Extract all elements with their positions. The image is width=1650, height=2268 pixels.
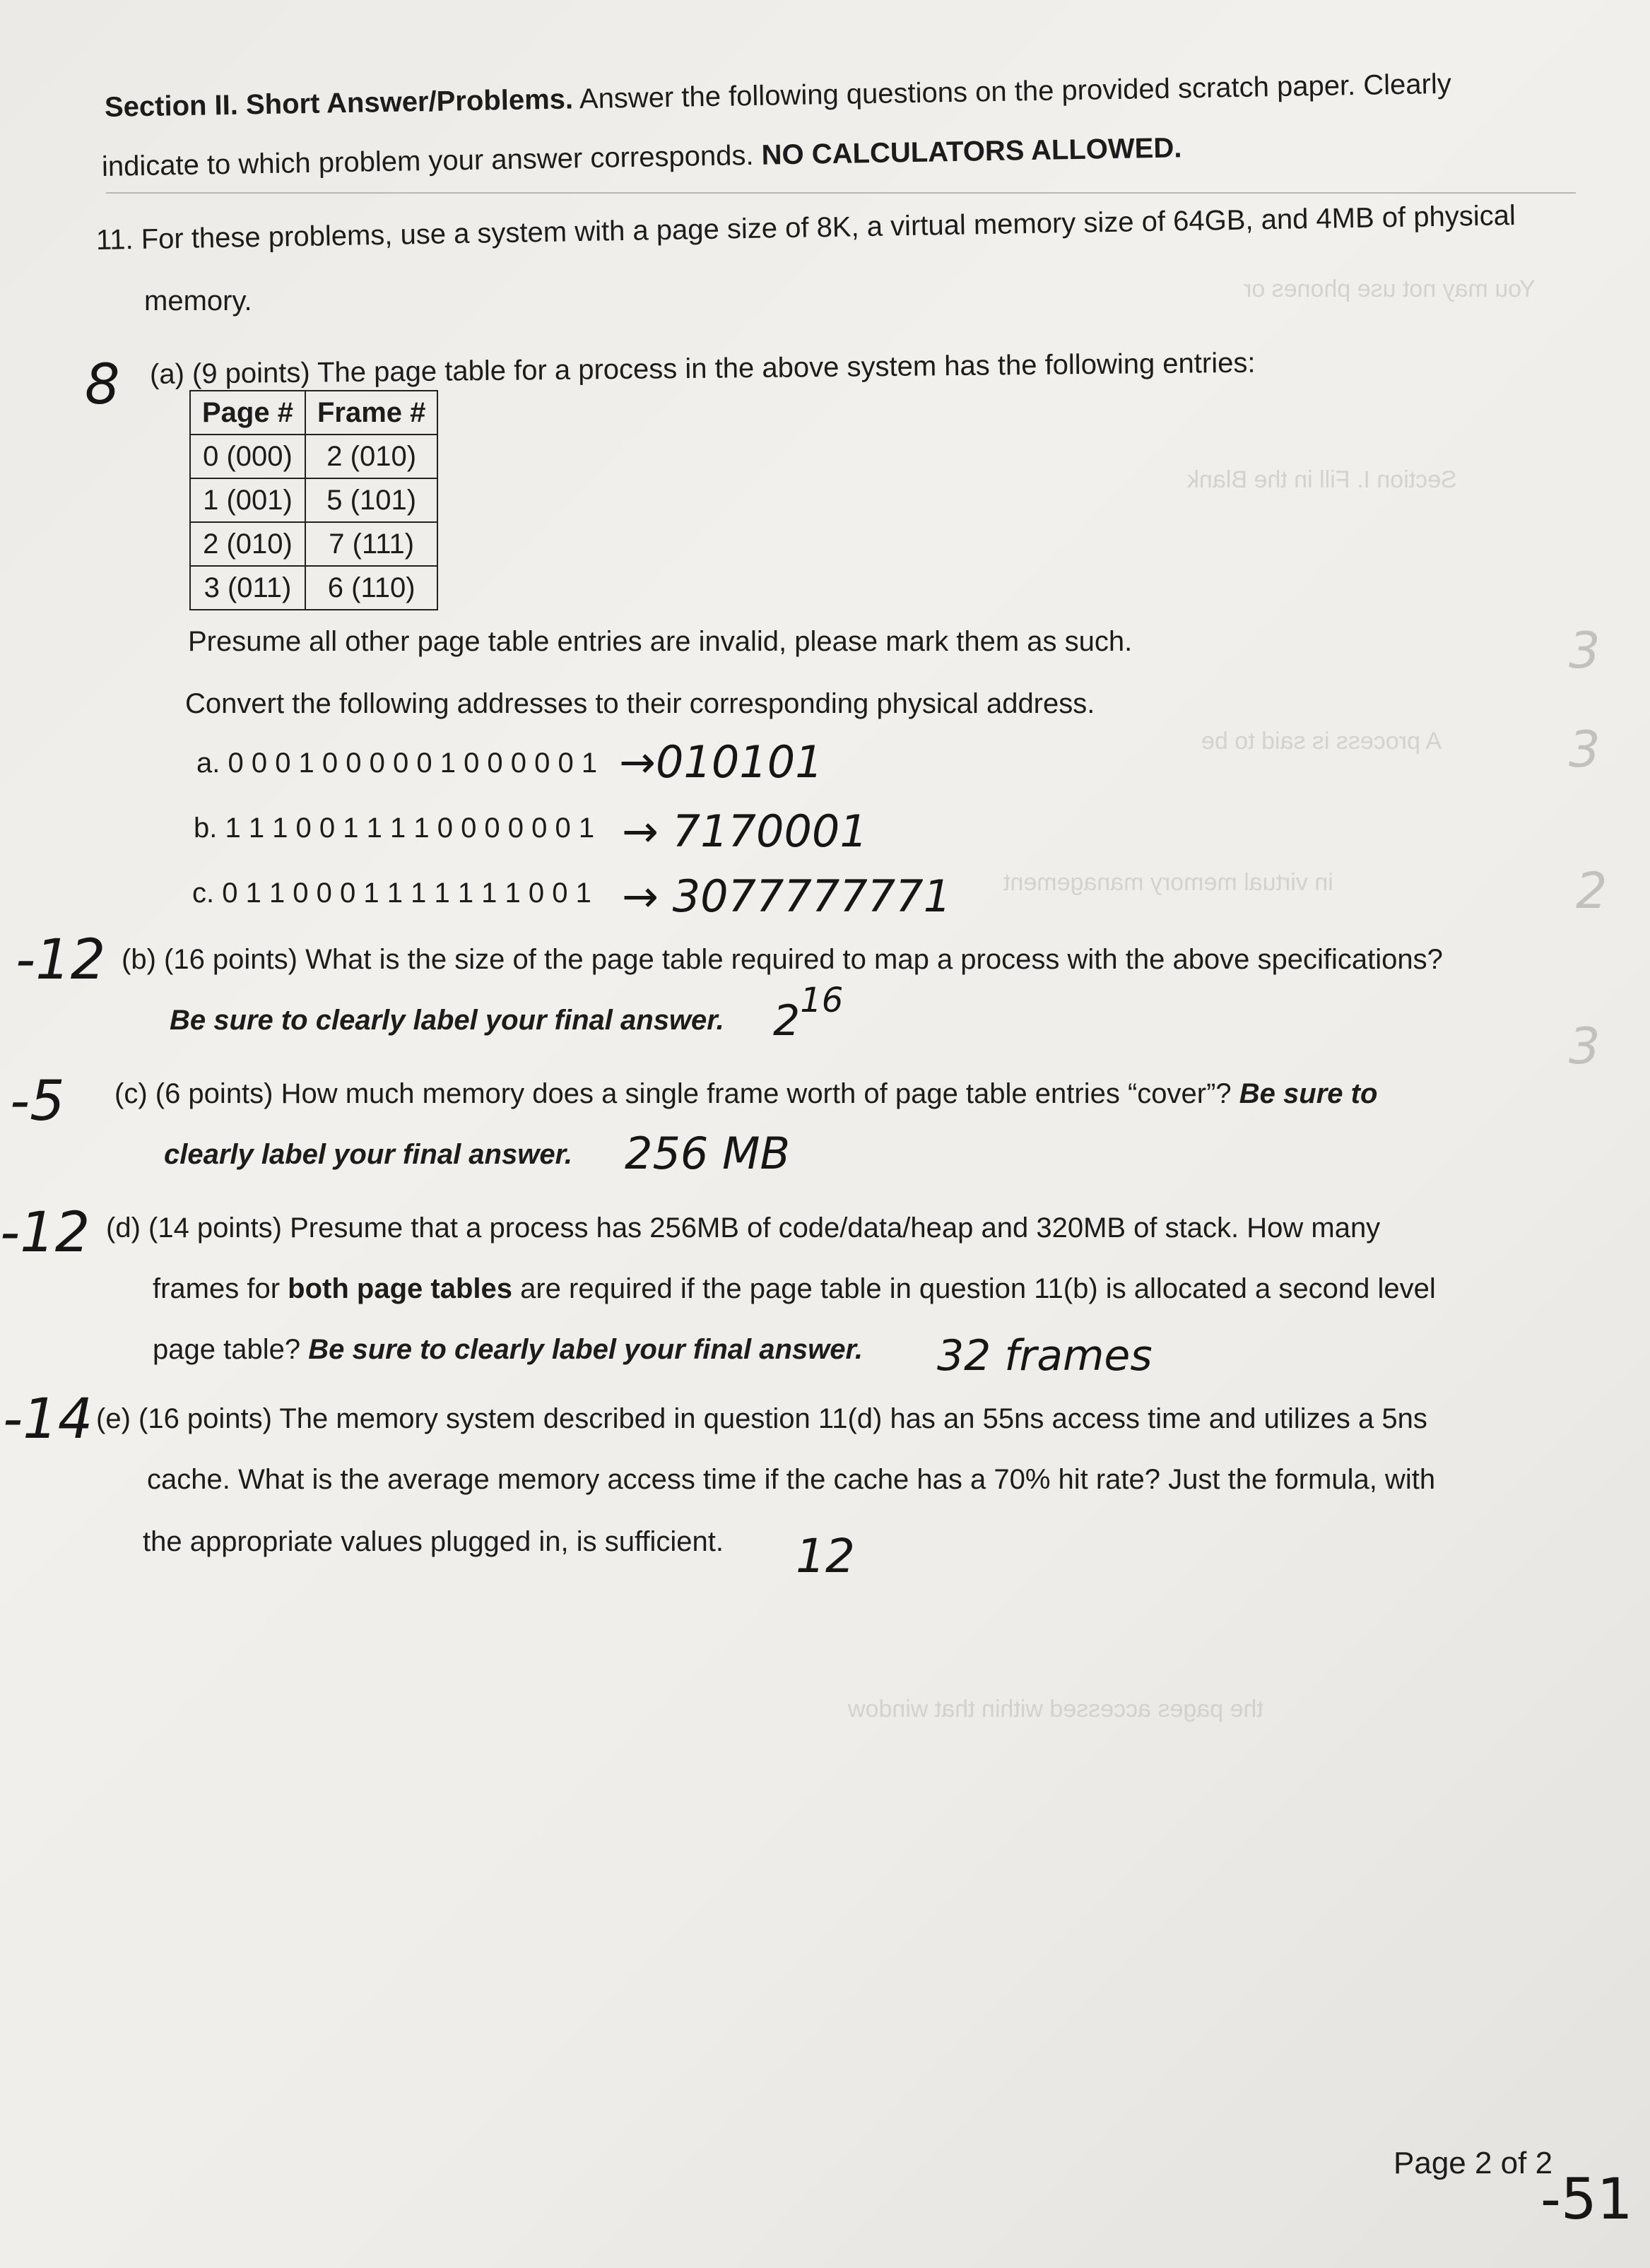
q11a-prompt: (a) (9 points) The page table for a process in the above system has the following entries: <box>149 347 1256 390</box>
page-cell: 1 (001) <box>190 478 305 522</box>
answer-b-exponent: 16 <box>800 981 844 1020</box>
grade-mark-c: -5 <box>10 1070 65 1133</box>
q11e-prompt-line3: the appropriate values plugged in, is sufficient. <box>143 1526 724 1557</box>
q11a-convert-instruction: Convert the following addresses to their corresponding physical address. <box>185 688 1095 719</box>
page-cell: 3 (011) <box>190 566 305 610</box>
grade-mark-a: 8 <box>85 353 120 417</box>
section-title: Section II. Short Answer/Problems. <box>104 83 574 123</box>
instructions-text: indicate to which problem your answer corresponds. <box>101 139 754 182</box>
frame-cell: 2 (010) <box>305 435 437 478</box>
address-item-b: b. 1 1 1 0 0 1 1 1 1 0 0 0 0 0 0 1 <box>194 813 595 844</box>
page-number: Page 2 of 2 <box>1393 2146 1553 2180</box>
q11d-text-cont: are required if the page table in question 11(b) is allocated a second level <box>520 1273 1436 1304</box>
page-table-header-page: Page # <box>190 391 305 435</box>
answer-d-frames: 32 frames <box>937 1331 1153 1381</box>
q11-intro-cont: memory. <box>144 285 252 317</box>
page-table-header-row <box>190 391 437 435</box>
answer-c-coverage: 256 MB <box>625 1128 791 1179</box>
q11d-question: page table? <box>153 1334 301 1365</box>
bleed-through-text: Section I. Fill in the Blank <box>1187 466 1457 493</box>
q11a-invalid-note: Presume all other page table entries are invalid, please mark them as such. <box>188 626 1133 657</box>
section-heading-line2 <box>102 131 1182 184</box>
page-table-row <box>190 566 437 610</box>
bleed-through-mark: 3 <box>1569 622 1601 680</box>
address-item-c: c. 0 1 1 0 0 0 1 1 1 1 1 1 1 0 0 1 <box>192 878 591 909</box>
bleed-through-mark: 2 <box>1576 862 1608 920</box>
no-calculators-notice: NO CALCULATORS ALLOWED. <box>761 132 1182 171</box>
section-instructions: Answer the following questions on the provided scratch paper. Clearly <box>579 68 1452 115</box>
bleed-through-mark: 3 <box>1569 721 1601 779</box>
q11d-prompt-line3 <box>153 1333 863 1366</box>
section-heading <box>105 67 1452 124</box>
page-cell: 2 (010) <box>190 522 305 566</box>
total-score: -51 <box>1540 2166 1633 2232</box>
bleed-through-text: A process is said to be <box>1201 728 1442 755</box>
q11e-prompt: (e) (16 points) The memory system described in question 11(d) has an 55ns access time and utilizes a 5ns <box>96 1403 1427 1434</box>
answer-b: → 7170001 <box>622 805 868 857</box>
page-table-row <box>190 435 437 478</box>
answer-c: → 3077777771 <box>622 870 952 922</box>
answer-a: →010101 <box>619 736 823 788</box>
q11d-emphasis: both page tables <box>288 1273 512 1304</box>
q11c-label-instruction-cont: clearly label your final answer. <box>164 1139 573 1170</box>
q11b-prompt: (b) (16 points) What is the size of the page table required to map a process with the above specifications? <box>122 944 1443 975</box>
frame-cell: 7 (111) <box>305 522 437 566</box>
divider <box>106 192 1576 194</box>
grade-mark-e: -14 <box>3 1388 93 1451</box>
q11e-prompt-line2: cache. What is the average memory access time if the cache has a 70% hit rate? Just the formula, with <box>147 1464 1436 1495</box>
q11c-question: (c) (6 points) How much memory does a single frame worth of page table entries “cover”? <box>114 1078 1232 1109</box>
frame-cell: 6 (110) <box>305 566 437 610</box>
q11b-label-instruction: Be sure to clearly label your final answer. <box>170 1005 724 1036</box>
page-table-header-frame: Frame # <box>305 391 437 435</box>
page-table-row <box>190 478 437 522</box>
answer-b-base: 2 <box>773 996 801 1046</box>
q11d-prompt-line2 <box>153 1272 1436 1306</box>
bleed-through-text: You may not use phones or <box>1244 276 1536 302</box>
grade-mark-b: -12 <box>16 928 106 992</box>
bleed-through-text: in virtual memory management <box>1003 869 1333 896</box>
q11c-prompt <box>114 1077 1377 1111</box>
grade-mark-d: -12 <box>0 1201 90 1265</box>
bleed-through-mark: 3 <box>1569 1017 1601 1075</box>
q11c-label-instruction: Be sure to <box>1239 1078 1378 1109</box>
q11d-label-instruction: Be sure to clearly label your final answer. <box>308 1334 863 1365</box>
page-table <box>189 390 438 610</box>
q11-intro: 11. For these problems, use a system with a page size of 8K, a virtual memory size of 64GB, and 4MB of physical <box>95 199 1516 256</box>
q11d-text: frames for <box>153 1273 281 1304</box>
bleed-through-text: the pages accessed within that window <box>848 1696 1263 1723</box>
answer-e-amat: 12 <box>796 1529 855 1583</box>
answer-b-size <box>773 981 844 1046</box>
address-item-a: a. 0 0 0 1 0 0 0 0 0 1 0 0 0 0 0 1 <box>196 748 598 779</box>
q11d-prompt: (d) (14 points) Presume that a process has 256MB of code/data/heap and 320MB of stack. How many <box>106 1212 1381 1244</box>
page-table-row <box>190 522 437 566</box>
page-cell: 0 (000) <box>190 435 305 478</box>
frame-cell: 5 (101) <box>305 478 437 522</box>
